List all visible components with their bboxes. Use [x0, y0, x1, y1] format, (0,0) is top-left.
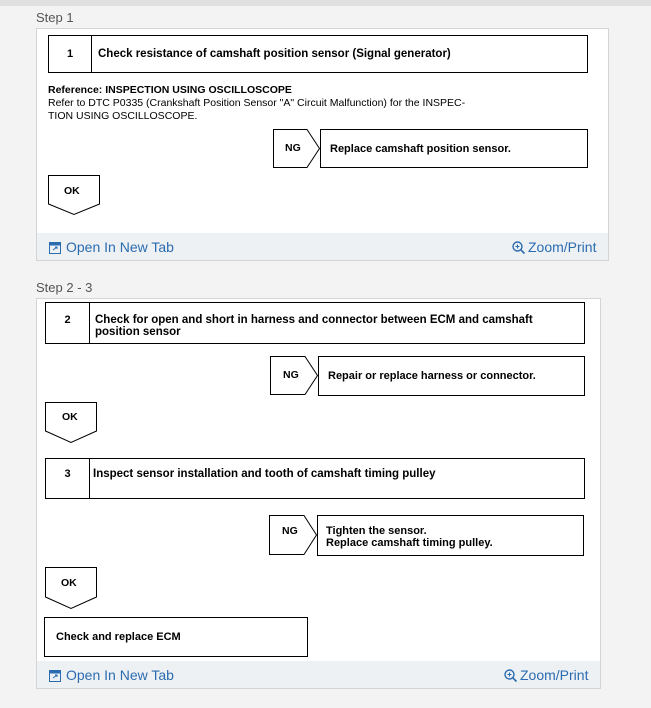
step-1-panel: [36, 28, 609, 261]
reference-line-2: TION USING OSCILLOSCOPE.: [48, 110, 198, 122]
ng-result-text: Repair or replace harness or connector.: [328, 370, 536, 382]
step-1-footer: [37, 233, 608, 260]
ng-result-text: Replace camshaft position sensor.: [330, 143, 511, 155]
zoom-icon: [504, 669, 517, 682]
open-in-new-tab-label: Open In New Tab: [66, 239, 174, 255]
check-text-line-2: position sensor: [95, 326, 181, 338]
check-number: 3: [46, 459, 90, 498]
reference-heading: [48, 84, 292, 97]
open-in-new-tab-link[interactable]: [49, 239, 174, 255]
ok-label: OK: [62, 411, 78, 423]
zoom-print-label: Zoom/Print: [520, 667, 589, 683]
reference-title: Reference:: [48, 84, 103, 96]
check-box-2: [45, 302, 585, 344]
top-bar: [0, 0, 651, 6]
step-2-3-footer: [37, 661, 600, 688]
zoom-print-link[interactable]: [512, 239, 596, 255]
final-action-text: Check and replace ECM: [56, 631, 181, 643]
ng-result-text-line-1: Tighten the sensor.: [326, 525, 427, 537]
ng-result-text-line-2: Replace camshaft timing pulley.: [326, 537, 493, 549]
ng-label: NG: [283, 369, 299, 381]
open-new-tab-icon: [49, 670, 61, 682]
open-new-tab-icon: [49, 242, 61, 254]
zoom-print-link[interactable]: [504, 667, 588, 683]
ng-label: NG: [282, 525, 298, 537]
check-text: Inspect sensor installation and tooth of camshaft timing pulley: [93, 468, 436, 480]
final-action-box: [44, 617, 308, 657]
open-in-new-tab-link[interactable]: [49, 667, 174, 683]
ng-label: NG: [285, 142, 301, 154]
open-in-new-tab-label: Open In New Tab: [66, 667, 174, 683]
check-text: Check resistance of camshaft position sensor (Signal generator): [98, 48, 451, 60]
reference-line-1: Refer to DTC P0335 (Crankshaft Position Sensor "A" Circuit Malfunction) for the INSPEC-: [48, 97, 466, 109]
ng-result-box: [317, 515, 584, 556]
check-number: 1: [49, 36, 92, 72]
check-box-3: [45, 458, 585, 499]
check-number: 2: [46, 303, 90, 343]
check-text-line-1: Check for open and short in harness and connector between ECM and camshaft: [95, 314, 533, 326]
ok-label: OK: [64, 185, 80, 197]
step-1-label: Step 1: [36, 10, 74, 25]
ng-result-box: [318, 356, 585, 396]
check-box-1: [48, 35, 588, 73]
step-2-3-label: Step 2 - 3: [36, 280, 93, 295]
ng-result-box: [320, 129, 588, 168]
step-2-3-panel: [36, 298, 601, 689]
zoom-print-label: Zoom/Print: [528, 239, 597, 255]
reference-subtitle: INSPECTION USING OSCILLOSCOPE: [105, 84, 292, 96]
ok-label: OK: [61, 577, 77, 589]
zoom-icon: [512, 241, 525, 254]
